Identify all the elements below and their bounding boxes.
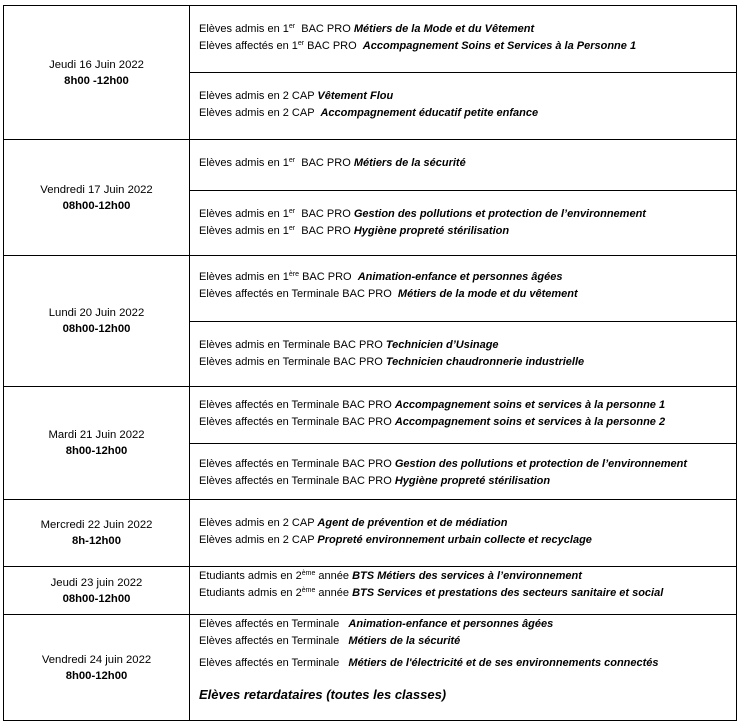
line-prefix: Elèves affectés en Terminale <box>199 618 349 630</box>
date-label: Mercredi 22 Juin 2022 <box>40 519 153 531</box>
class-line <box>199 206 736 223</box>
class-line <box>199 354 736 371</box>
line-mid: BAC PRO <box>295 157 354 169</box>
schedule-table <box>3 5 737 721</box>
line-sup: er <box>288 224 296 232</box>
program-name: Agent de prévention et de médiation <box>317 517 508 529</box>
line-mid: année <box>315 586 353 599</box>
line-mid: BAC PRO <box>295 224 354 237</box>
class-line <box>199 633 736 650</box>
schedule-row <box>4 139 736 255</box>
program-name: Propreté environnement urbain collecte et recyclage <box>317 533 592 546</box>
class-cell <box>190 567 736 615</box>
line-mid: année <box>315 570 353 582</box>
line-prefix: Elèves affectés en 1 <box>199 39 298 52</box>
date-label: Vendredi 24 juin 2022 <box>41 653 152 666</box>
class-cell <box>190 500 736 567</box>
class-line <box>199 337 736 354</box>
program-name: Accompagnement Soins et Services à la Personne 1 <box>362 39 637 52</box>
line-prefix: Elèves affectés en Terminale BAC PRO <box>199 474 395 487</box>
line-sup: er <box>288 23 296 30</box>
date-cell <box>4 6 190 139</box>
program-name: Métiers de la Mode et du Vêtement <box>353 23 535 35</box>
line-mid: BAC PRO <box>295 208 354 220</box>
class-cell <box>190 387 736 443</box>
program-name: Métiers de la sécurité <box>348 634 461 647</box>
class-line <box>199 286 736 303</box>
schedule-row <box>4 499 736 566</box>
program-name: Accompagnement soins et services à la personne 1 <box>394 399 666 411</box>
schedule-row <box>4 614 736 720</box>
line-prefix: Elèves admis en 1 <box>199 157 289 169</box>
program-name: Vêtement Flou <box>317 90 394 102</box>
class-cell <box>190 443 736 500</box>
class-line <box>199 38 736 55</box>
class-cell <box>190 6 736 72</box>
class-line <box>199 21 736 38</box>
line-prefix: Elèves admis en Terminale BAC PRO <box>199 339 386 351</box>
class-line <box>199 515 736 532</box>
line-prefix: Elèves admis en 1 <box>199 271 289 283</box>
class-line <box>199 397 736 414</box>
class-line <box>199 105 736 122</box>
line-prefix: Elèves admis en 2 CAP <box>199 90 318 102</box>
program-name: Animation-enfance et personnes âgées <box>348 618 554 630</box>
class-line <box>199 616 736 633</box>
date-label: Jeudi 16 Juin 2022 <box>49 58 144 71</box>
line-mid: BAC PRO <box>304 39 363 52</box>
date-cell <box>4 500 190 566</box>
time-label: 08h00-12h00 <box>62 592 131 605</box>
line-prefix: Elèves admis en 2 CAP <box>199 106 321 119</box>
class-line <box>199 88 736 105</box>
schedule-row <box>4 386 736 499</box>
time-label: 8h00 -12h00 <box>64 74 129 87</box>
line-prefix: Elèves admis en 2 CAP <box>199 533 318 546</box>
class-cell <box>190 72 736 139</box>
program-name: Hygiène propreté stérilisation <box>394 474 551 487</box>
time-label: 8h00-12h00 <box>65 445 128 457</box>
program-name: Technicien chaudronnerie industrielle <box>385 355 585 368</box>
program-name: Métiers de la sécurité <box>353 157 466 169</box>
line-prefix: Elèves affectés en Terminale <box>199 657 349 669</box>
schedule-row <box>4 6 736 139</box>
date-label: Lundi 20 Juin 2022 <box>48 307 145 319</box>
date-cell <box>4 615 190 720</box>
class-line <box>199 473 736 490</box>
class-line <box>199 585 736 602</box>
line-mid: BAC PRO <box>299 271 358 283</box>
class-line <box>199 414 736 431</box>
line-mid: BAC PRO <box>295 23 354 35</box>
class-line <box>199 655 736 672</box>
program-name: Gestion des pollutions et protection de l’environnement <box>394 458 687 470</box>
class-line <box>199 456 736 473</box>
line-prefix: Elèves admis en 1 <box>199 23 289 35</box>
line-prefix: Elèves affectés en Terminale BAC PRO <box>199 287 398 300</box>
program-name: Animation-enfance et personnes âgées <box>357 271 563 283</box>
class-cell <box>190 190 736 255</box>
line-sup: ère <box>288 271 300 278</box>
line-prefix: Elèves admis en 2 CAP <box>199 517 318 529</box>
time-label: 8h-12h00 <box>72 535 121 547</box>
line-prefix: Etudiants admis en 2 <box>199 570 302 582</box>
program-name: Hygiène propreté stérilisation <box>353 224 510 237</box>
program-name: BTS Services et prestations des secteurs sanitaire et social <box>352 586 664 599</box>
class-line <box>199 155 736 172</box>
line-sup: ème <box>301 570 316 577</box>
class-line <box>199 532 736 549</box>
schedule-row <box>4 255 736 386</box>
date-cell <box>4 567 190 614</box>
program-name: Métiers de l'électricité et de ses environnements connectés <box>348 657 659 669</box>
time-label: 08h00-12h00 <box>62 199 131 212</box>
schedule-row <box>4 566 736 614</box>
program-name: Technicien d’Usinage <box>385 339 499 351</box>
class-cell <box>190 615 736 721</box>
line-prefix: Etudiants admis en 2 <box>199 586 302 599</box>
class-cell <box>190 256 736 321</box>
date-label: Jeudi 23 juin 2022 <box>50 576 143 589</box>
line-prefix: Elèves admis en 1 <box>199 208 289 220</box>
class-cell <box>190 140 736 190</box>
class-cell <box>190 321 736 387</box>
date-label: Vendredi 17 Juin 2022 <box>40 183 153 196</box>
class-line <box>199 223 736 240</box>
program-name: BTS Métiers des services à l’environnement <box>352 570 582 582</box>
line-prefix: Elèves admis en 1 <box>199 224 289 237</box>
program-name: Gestion des pollutions et protection de l’environnement <box>353 208 646 220</box>
time-label: 8h00-12h00 <box>65 669 128 682</box>
line-sup: er <box>288 208 296 215</box>
date-cell <box>4 387 190 499</box>
late-students-note: Elèves retardataires (toutes les classes) <box>199 686 447 702</box>
date-cell <box>4 256 190 386</box>
line-prefix: Elèves affectés en Terminale BAC PRO <box>199 458 395 470</box>
line-sup: ème <box>301 586 316 594</box>
time-label: 08h00-12h00 <box>62 323 131 335</box>
program-name: Accompagnement éducatif petite enfance <box>320 106 539 119</box>
class-line <box>199 568 736 585</box>
date-cell <box>4 140 190 255</box>
class-line <box>199 269 736 286</box>
date-label: Mardi 21 Juin 2022 <box>48 429 145 441</box>
program-name: Accompagnement soins et services à la personne 2 <box>394 415 666 428</box>
line-prefix: Elèves affectés en Terminale BAC PRO <box>199 415 395 428</box>
line-sup: er <box>297 39 305 47</box>
line-prefix: Elèves affectés en Terminale BAC PRO <box>199 399 395 411</box>
program-name: Métiers de la mode et du vêtement <box>397 287 578 300</box>
line-prefix: Elèves admis en Terminale BAC PRO <box>199 355 386 368</box>
line-sup: er <box>288 157 296 164</box>
line-prefix: Elèves affectés en Terminale <box>199 634 349 647</box>
